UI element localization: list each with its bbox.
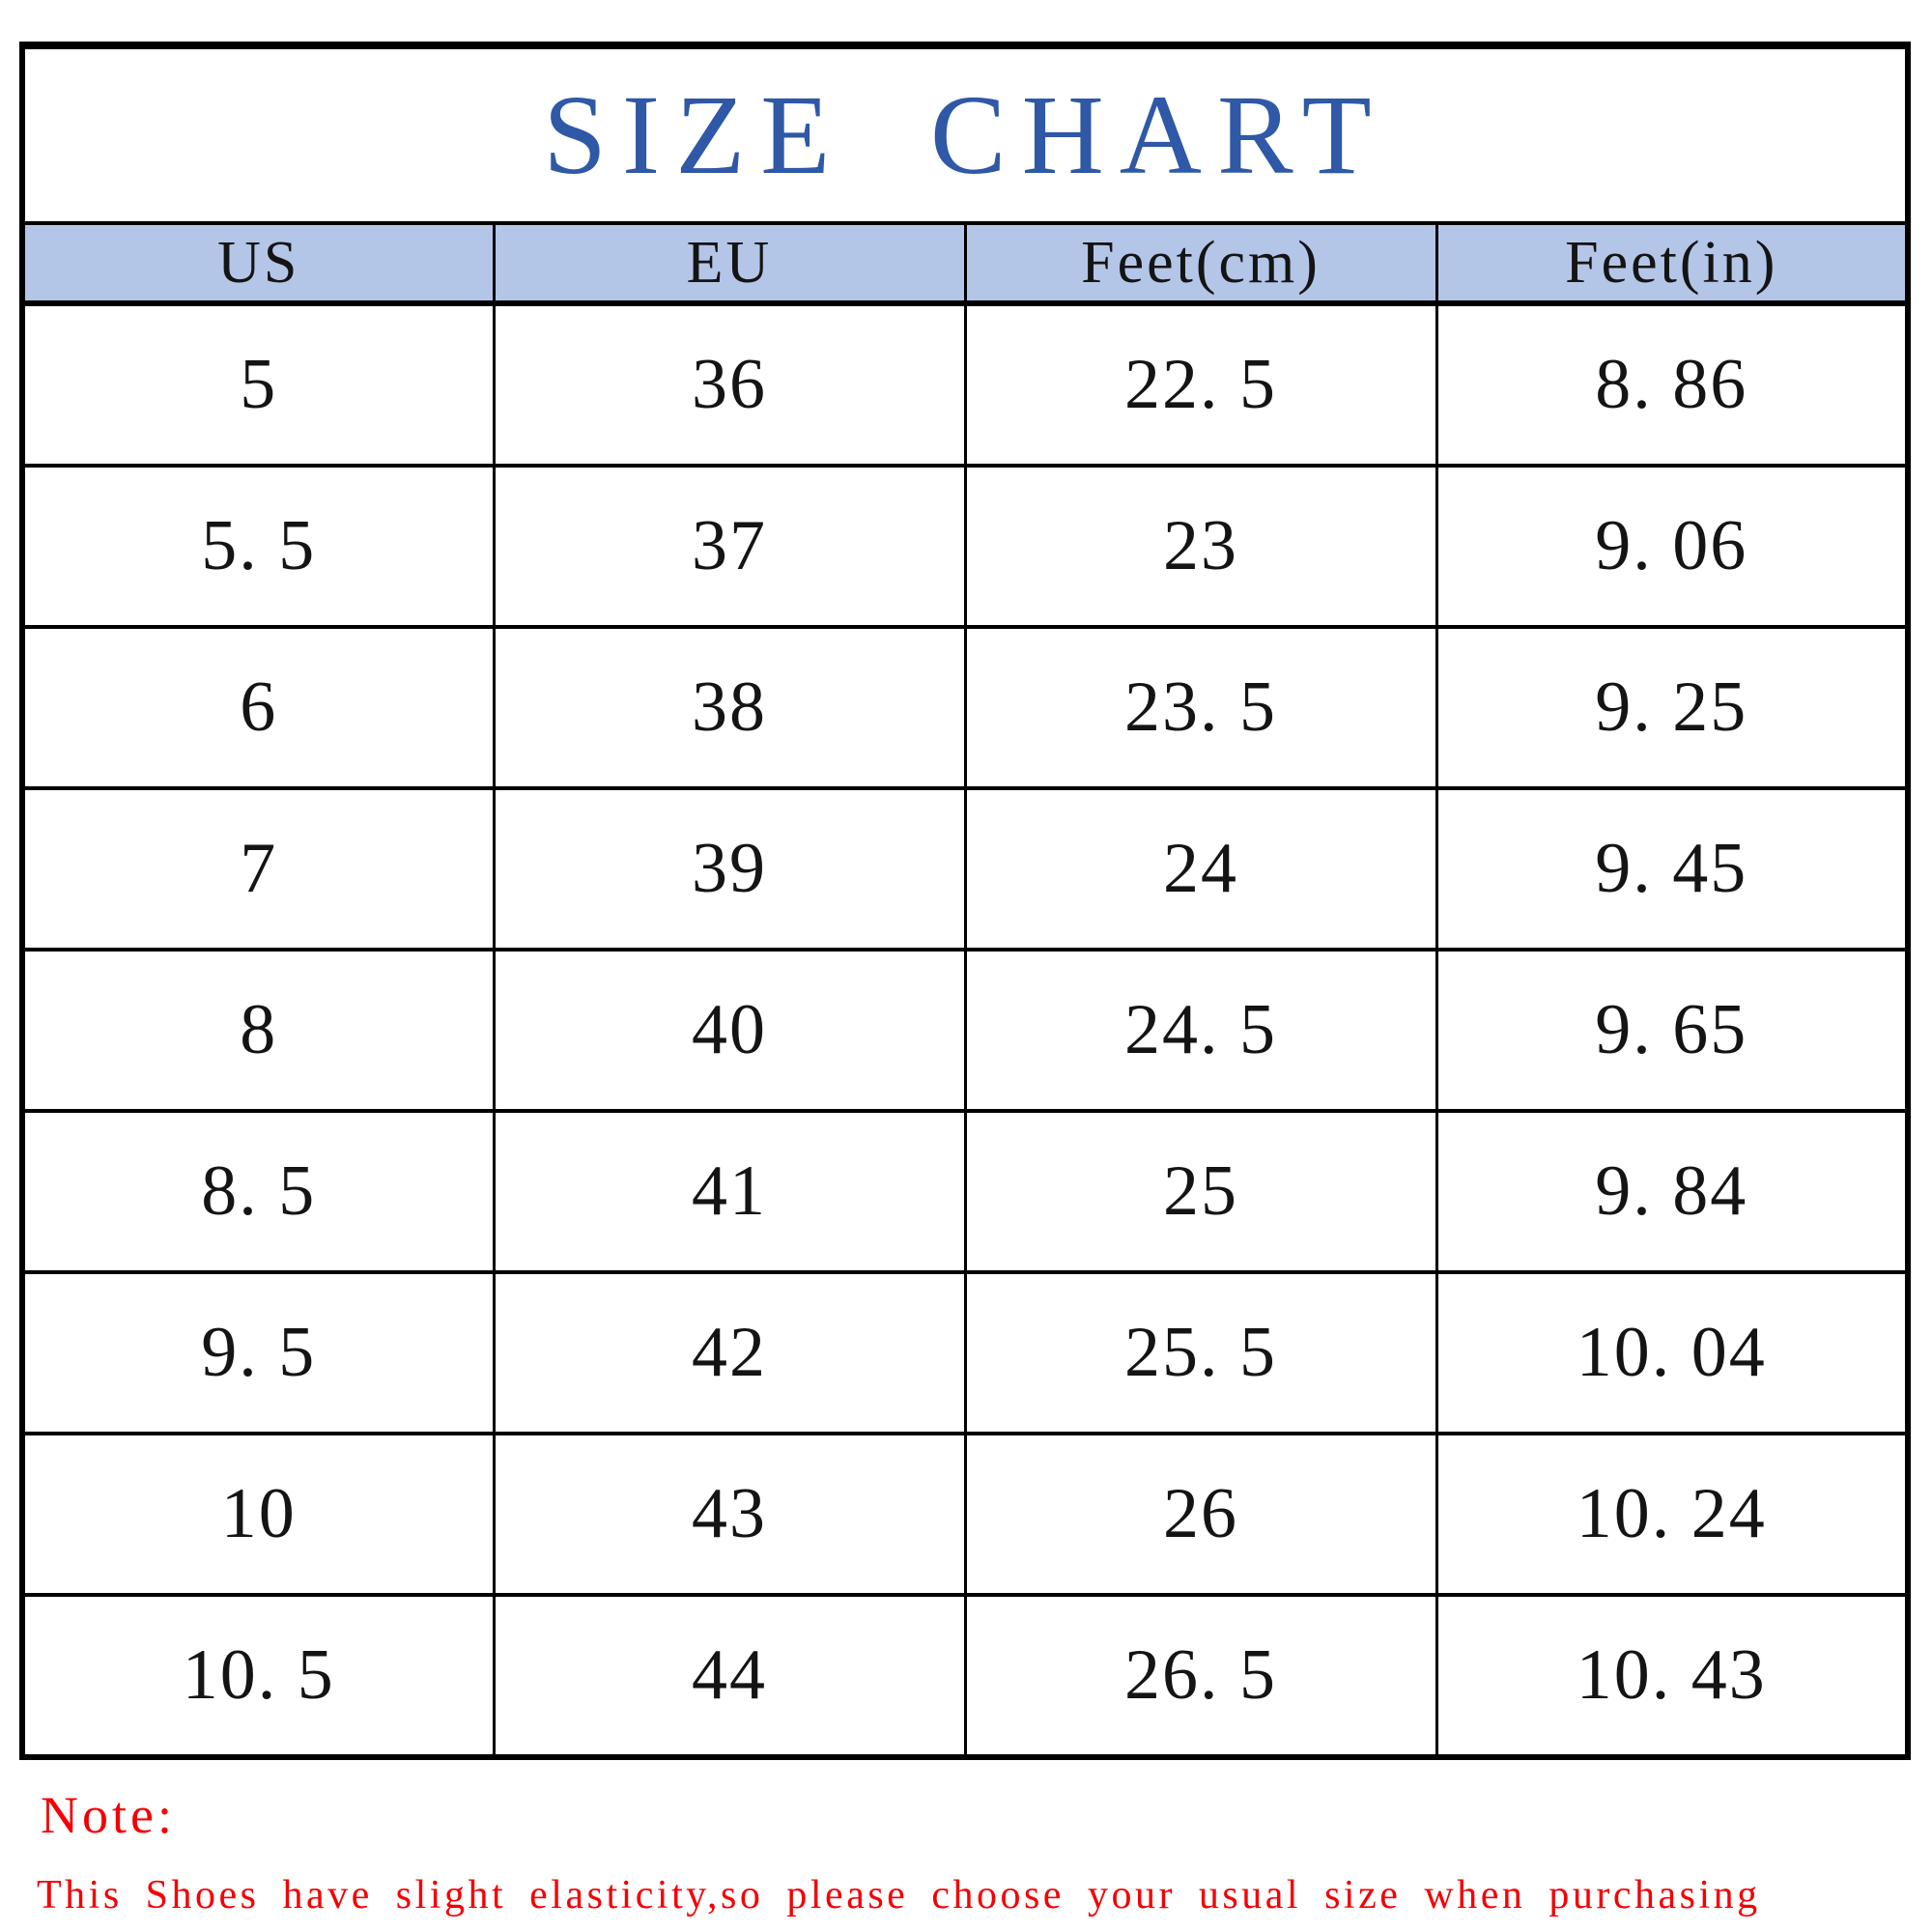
table-row xyxy=(22,1434,1908,1595)
column-header-us: US xyxy=(22,223,494,303)
header-row xyxy=(22,223,1908,303)
cell-eu: 42 xyxy=(494,1272,965,1434)
table-row xyxy=(22,1111,1908,1272)
cell-eu: 44 xyxy=(494,1595,965,1757)
cell-us: 8 xyxy=(22,950,494,1111)
cell-feet-cm: 23 xyxy=(965,466,1436,627)
cell-us: 7 xyxy=(22,788,494,950)
cell-feet-cm: 26. 5 xyxy=(965,1595,1436,1757)
note-text: This Shoes have slight elasticity,so please choose your usual size when purchasing xyxy=(37,1873,1761,1918)
cell-feet-in: 9. 06 xyxy=(1436,466,1908,627)
size-chart-table xyxy=(19,42,1911,1760)
cell-feet-cm: 24 xyxy=(965,788,1436,950)
column-header-eu: EU xyxy=(494,223,965,303)
cell-us: 5 xyxy=(22,303,494,466)
column-header-feet-in: Feet(in) xyxy=(1436,223,1908,303)
cell-us: 5. 5 xyxy=(22,466,494,627)
table-row xyxy=(22,1595,1908,1757)
table-row xyxy=(22,788,1908,950)
note-label: Note: xyxy=(41,1786,176,1844)
cell-feet-in: 10. 43 xyxy=(1436,1595,1908,1757)
cell-feet-in: 8. 86 xyxy=(1436,303,1908,466)
cell-eu: 40 xyxy=(494,950,965,1111)
cell-feet-in: 9. 25 xyxy=(1436,627,1908,788)
cell-eu: 41 xyxy=(494,1111,965,1272)
cell-feet-in: 9. 45 xyxy=(1436,788,1908,950)
table-row xyxy=(22,1272,1908,1434)
title-row xyxy=(22,45,1908,223)
column-header-feet-cm: Feet(cm) xyxy=(965,223,1436,303)
table-row xyxy=(22,627,1908,788)
cell-us: 8. 5 xyxy=(22,1111,494,1272)
cell-eu: 38 xyxy=(494,627,965,788)
cell-eu: 39 xyxy=(494,788,965,950)
page-title: SIZE CHART xyxy=(22,45,1908,223)
cell-feet-cm: 25 xyxy=(965,1111,1436,1272)
cell-us: 10. 5 xyxy=(22,1595,494,1757)
cell-feet-in: 9. 65 xyxy=(1436,950,1908,1111)
table-row xyxy=(22,466,1908,627)
cell-us: 9. 5 xyxy=(22,1272,494,1434)
cell-feet-in: 9. 84 xyxy=(1436,1111,1908,1272)
cell-feet-cm: 23. 5 xyxy=(965,627,1436,788)
cell-feet-cm: 22. 5 xyxy=(965,303,1436,466)
cell-feet-in: 10. 24 xyxy=(1436,1434,1908,1595)
cell-feet-cm: 26 xyxy=(965,1434,1436,1595)
table-row xyxy=(22,303,1908,466)
cell-eu: 43 xyxy=(494,1434,965,1595)
cell-eu: 36 xyxy=(494,303,965,466)
cell-us: 10 xyxy=(22,1434,494,1595)
table-row xyxy=(22,950,1908,1111)
cell-feet-cm: 24. 5 xyxy=(965,950,1436,1111)
cell-feet-in: 10. 04 xyxy=(1436,1272,1908,1434)
cell-feet-cm: 25. 5 xyxy=(965,1272,1436,1434)
cell-us: 6 xyxy=(22,627,494,788)
cell-eu: 37 xyxy=(494,466,965,627)
